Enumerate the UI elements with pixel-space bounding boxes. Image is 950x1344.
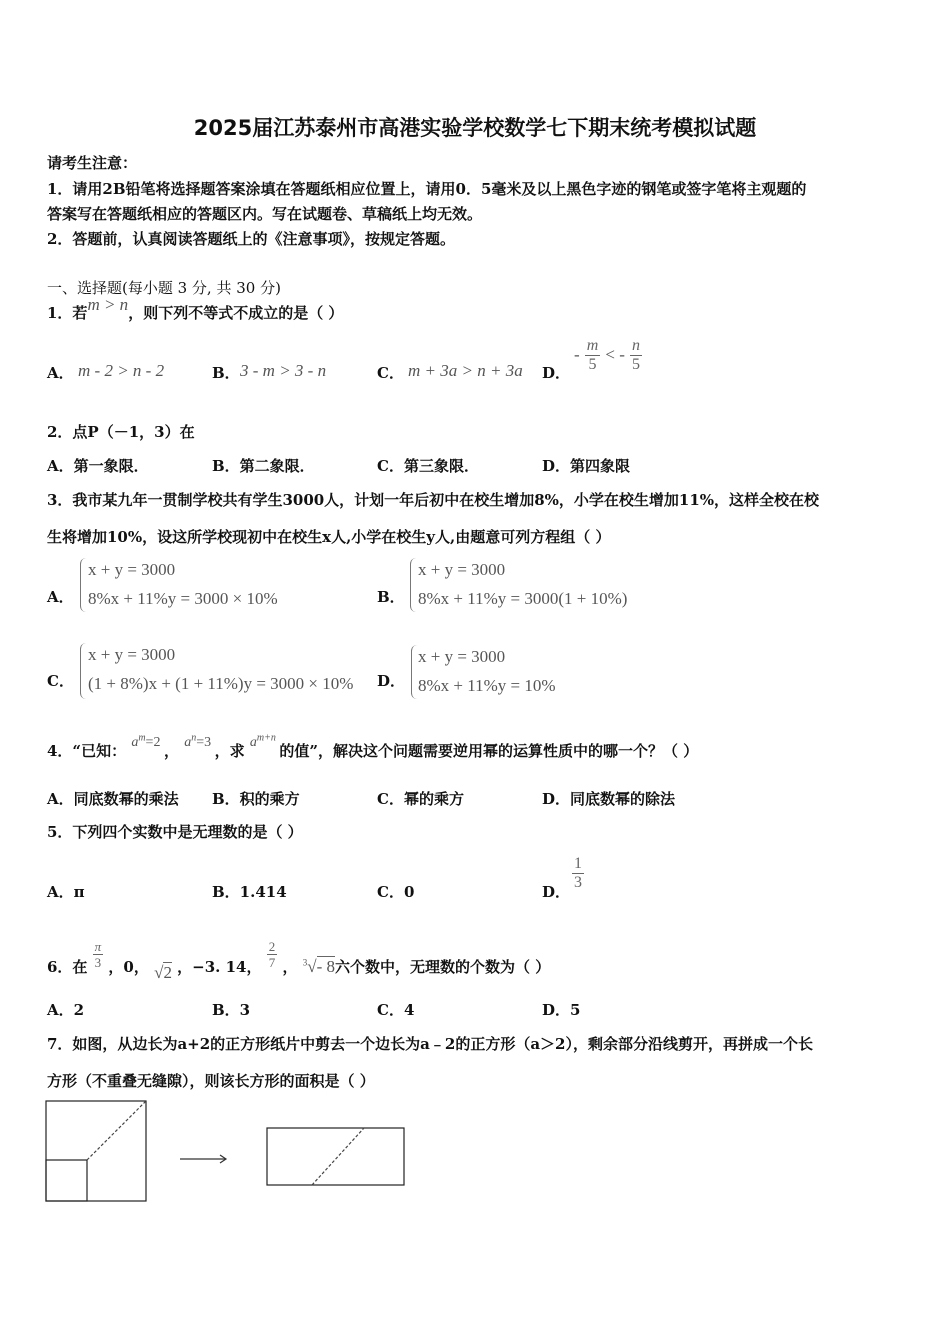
notice-item-1-cont: 答案写在答题纸相应的答题区内。写在试题卷、草稿纸上均无效。	[47, 205, 483, 223]
q6-option-c: C．4	[377, 1001, 415, 1019]
q3-b-brace	[410, 558, 417, 612]
section-heading: 一、选择题(每小题 3 分, 共 30 分)	[47, 279, 281, 297]
rect-cut-line	[312, 1128, 364, 1185]
q4-option-c: C．幂的乘方	[377, 790, 464, 808]
q6-option-a: A．2	[47, 1001, 85, 1019]
q1-option-a-label: A．	[47, 364, 74, 382]
q3-c-brace	[80, 643, 87, 699]
q1-option-c-label: C．	[377, 364, 404, 382]
notice-item-1: 1．请用2B铅笔将选择题答案涂填在答题纸相应位置上，请用0．5毫米及以上黑色字迹的钢笔或签字笔将主观题的	[47, 180, 807, 198]
q5-option-a: A．π	[47, 883, 85, 901]
q1-option-d-label: D．	[542, 364, 571, 382]
q1-stem: 1．若m > n，则下列不等式不成立的是（ ）	[47, 295, 344, 322]
q7-stem-line2: 方形（不重叠无缝隙），则该长方形的面积是（ ）	[47, 1072, 375, 1090]
result-rectangle	[267, 1128, 404, 1185]
q5-stem: 5．下列四个实数中是无理数的是（ ）	[47, 823, 303, 841]
q3-option-b-eq1: x + y = 3000	[418, 560, 506, 579]
cut-line	[87, 1101, 146, 1160]
q3-option-c-label: C．	[47, 672, 74, 690]
q3-stem-line2: 生将增加10%，设这所学校现初中在校生x人,小学在校生y人,由题意可列方程组（ ）	[47, 528, 611, 546]
q6-option-d: D．5	[542, 1001, 581, 1019]
q3-option-d-eq2: 8%x + 11%y = 10%	[418, 676, 556, 695]
q4-stem: 4．“已知： $a^m=2$ ， $a^n=3$ ，求 $a^{m+n}$ 的值”，解决这个问题需要逆用幂的运算性质中的哪一个？（ ）	[47, 732, 699, 760]
q1-option-d: - $\frac{m}{5}$ < - $\frac{n}{5}$	[574, 337, 641, 373]
q3-d-brace	[411, 645, 418, 699]
q5-option-d-fraction: $\frac{1}{3}$	[574, 855, 582, 891]
q3-option-a-label: A．	[47, 588, 74, 606]
q2-stem: 2．点P（－1，3）在	[47, 423, 195, 441]
q5-option-d-label: D．	[542, 883, 571, 901]
q1-option-b: 3 - m > 3 - n	[240, 361, 327, 380]
q4-option-a: A．同底数幂的乘法	[47, 790, 179, 808]
q4-option-d: D．同底数幂的除法	[542, 790, 676, 808]
q6-option-b: B．3	[212, 1001, 251, 1019]
q3-option-d-eq1: x + y = 3000	[418, 647, 506, 666]
q3-option-d-label: D．	[377, 672, 406, 690]
q3-option-b-eq2: 8%x + 11%y = 3000(1 + 10%)	[418, 589, 628, 608]
notice-heading: 请考生注意：	[47, 154, 138, 172]
q2-option-d: D．第四象限	[542, 457, 631, 475]
q2-option-a: A．第一象限．	[47, 457, 149, 475]
q6-stem: 6．在 $\frac{\pi}{3}$ ，0， √2 ，−3. 14， $\frac{2}{7}$ ， $^3$√- 8六个数中，无理数的个数为（ ）	[47, 939, 551, 982]
cut-square	[46, 1160, 87, 1201]
q7-stem-line1: 7．如图，从边长为a+2的正方形纸片中剪去一个边长为a﹣2的正方形（a＞2），剩余部分沿线剪开，再拼成一个长	[47, 1035, 813, 1053]
q3-option-c-eq1: x + y = 3000	[88, 645, 176, 664]
q3-option-a-eq1: x + y = 3000	[88, 560, 176, 579]
q1-option-c: m + 3a > n + 3a	[408, 361, 523, 380]
q4-option-b: B．积的乘方	[212, 790, 300, 808]
q3-option-c-eq2: (1 + 8%)x + (1 + 11%)y = 3000 × 10%	[88, 674, 354, 693]
q1-option-a: m - 2 > n - 2	[78, 361, 165, 380]
q3-stem-line1: 3．我市某九年一贯制学校共有学生3000人，计划一年后初中在校生增加8%，小学在校生增加11%，这样全校在校	[47, 491, 820, 509]
q3-a-brace	[80, 558, 87, 612]
page-title: 2025届江苏泰州市高港实验学校数学七下期末统考模拟试题	[193, 116, 757, 140]
q2-option-b: B．第二象限．	[212, 457, 315, 475]
q5-option-c: C．0	[377, 883, 415, 901]
q3-option-a-eq2: 8%x + 11%y = 3000 × 10%	[88, 589, 278, 608]
q1-option-b-label: B．	[212, 364, 240, 382]
q5-option-b: B．1.414	[212, 883, 287, 901]
q7-figure	[40, 1095, 420, 1210]
notice-item-2: 2．答题前，认真阅读答题纸上的《注意事项》，按规定答题。	[47, 230, 455, 248]
q3-option-b-label: B．	[377, 588, 405, 606]
q2-option-c: C．第三象限．	[377, 457, 479, 475]
